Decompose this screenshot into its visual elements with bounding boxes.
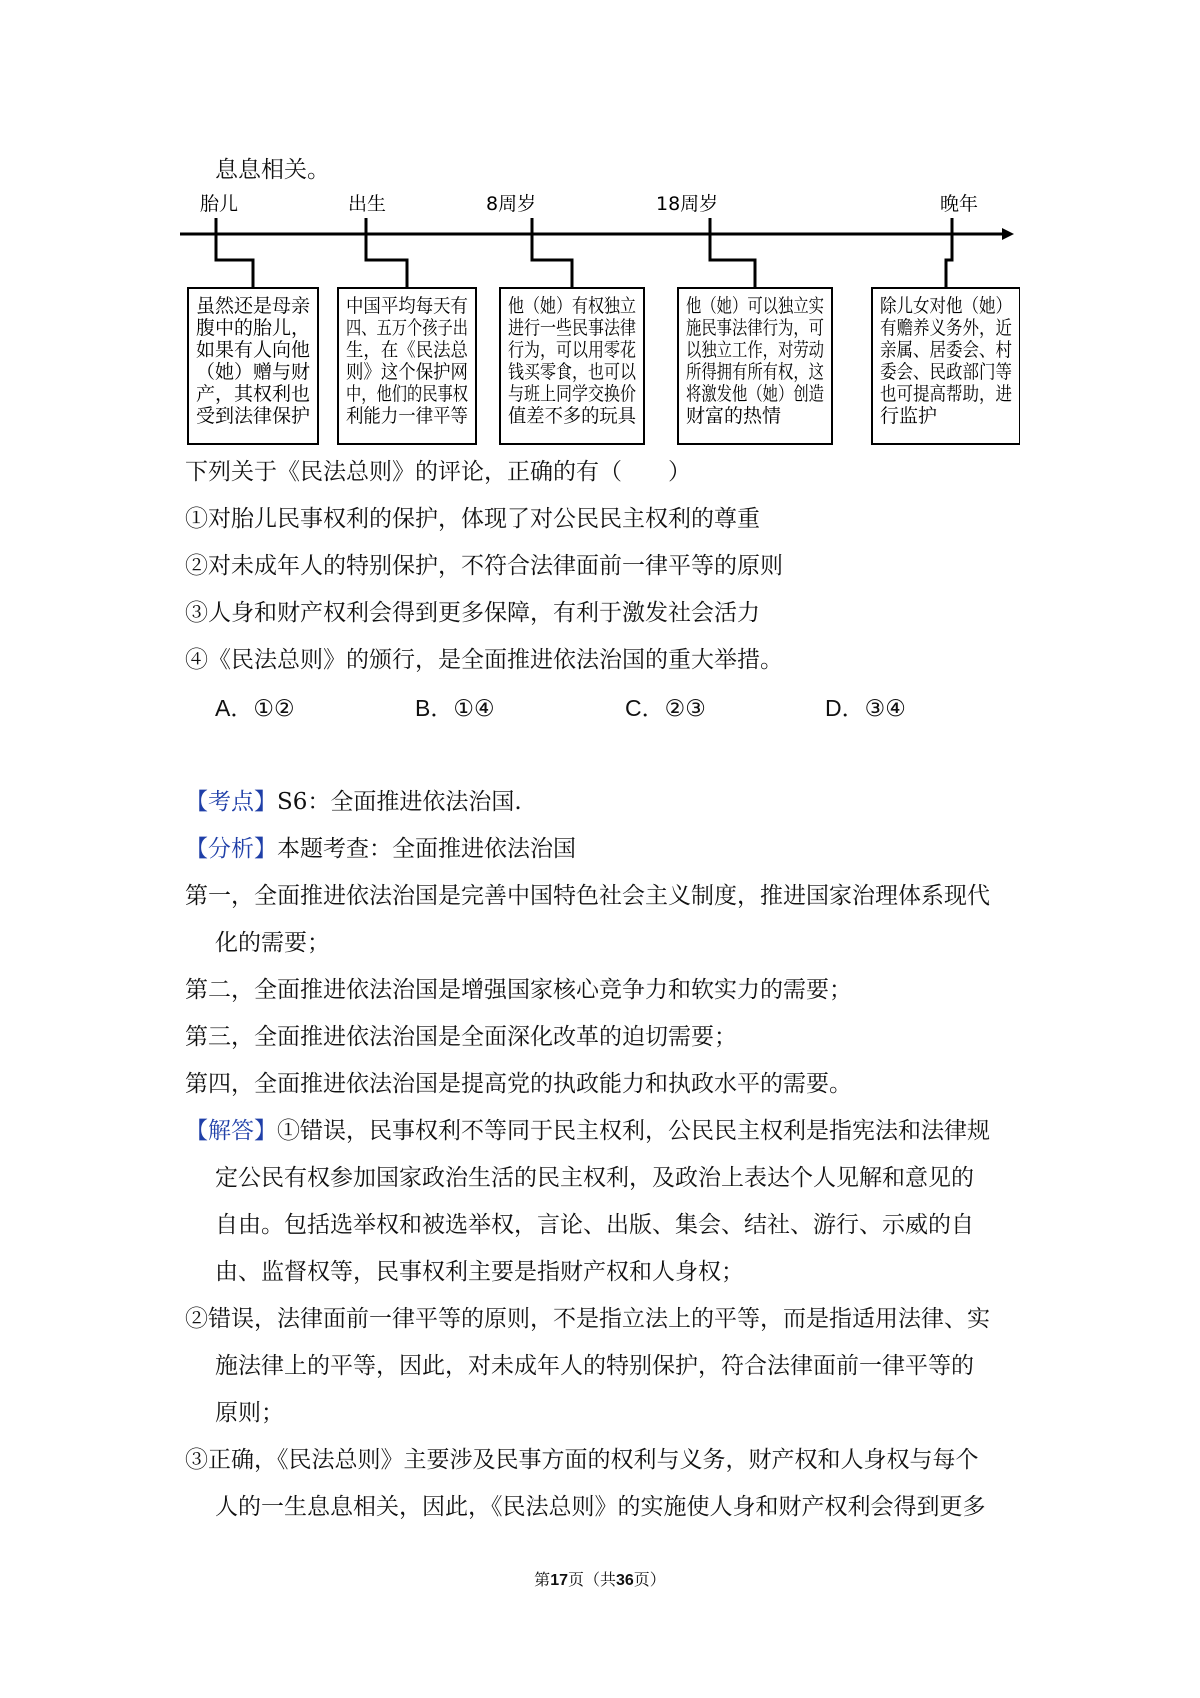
- stage-box-line: 四、五万个孩子出: [346, 317, 468, 339]
- analysis-line-1: 第一，全面推进依法治国是完善中国特色社会主义制度，推进国家治理体系现代: [185, 883, 990, 909]
- stage-box-line: 将激发他（她）创造: [686, 383, 824, 405]
- answer-line-3: 由、监督权等，民事权利主要是指财产权和人身权；: [215, 1259, 744, 1285]
- footer-post: 页）: [633, 1570, 666, 1589]
- option-d: D．③④: [825, 695, 906, 721]
- stage-box-line: 中，他们的民事权: [346, 383, 468, 405]
- stage-box-line: 与班上同学交换价: [508, 383, 636, 405]
- kaodian-line: [185, 787, 522, 817]
- analysis-line-3: 第二，全面推进依法治国是增强国家核心竞争力和软实力的需要；: [185, 977, 852, 1003]
- stage-box-line: 行为，可以用零花: [508, 339, 636, 361]
- question-text: 下列关于《民法总则》的评论，正确的有（ ）: [185, 459, 691, 485]
- stage-box-line: 他（她）有权独立: [508, 295, 636, 317]
- option-a: A．①②: [215, 695, 295, 721]
- fenxi-line: [185, 834, 576, 864]
- answer-line-1: 定公民有权参加国家政治生活的民主权利，及政治上表达个人见解和意见的: [215, 1165, 974, 1191]
- life-timeline: [180, 190, 1020, 450]
- answer-line-4: ②错误，法律面前一律平等的原则，不是指立法上的平等，而是指适用法律、实: [185, 1306, 990, 1332]
- stage-box-line: 所得拥有所有权，这: [686, 361, 824, 383]
- stage-box-line: 利能力一律平等: [346, 405, 468, 427]
- stage-box-line: 他（她）可以独立实: [686, 295, 824, 317]
- stage-box-line: 钱买零食，也可以: [508, 361, 637, 383]
- answer-line-5: 施法律上的平等，因此，对未成年人的特别保护，符合法律面前一律平等的: [215, 1353, 974, 1379]
- stage-connector: [946, 218, 952, 288]
- stage-box-line: 行监护: [880, 405, 938, 427]
- stage-box-line: 产，其权利也: [196, 383, 311, 405]
- statement-4: ④《民法总则》的颁行，是全面推进依法治国的重大举措。: [185, 647, 783, 673]
- stage-label: 出生: [348, 193, 387, 215]
- stage-connector: [216, 218, 253, 288]
- kaodian-text: S6：全面推进依法治国.: [277, 789, 522, 815]
- option-c: C．②③: [625, 695, 706, 721]
- stage-box-line: 施民事法律行为，可: [686, 317, 824, 339]
- stage-box-line: 财富的热情: [686, 405, 782, 427]
- analysis-line-4: 第三，全面推进依法治国是全面深化改革的迫切需要；: [185, 1024, 737, 1050]
- kaodian-tag: 【考点】: [185, 789, 277, 815]
- stage-box-line: 则》这个保护网: [346, 361, 468, 383]
- stage-connector: [532, 218, 572, 288]
- statement-2: ②对未成年人的特别保护，不符合法律面前一律平等的原则: [185, 553, 783, 579]
- statement-3: ③人身和财产权利会得到更多保障，有利于激发社会活力: [185, 600, 760, 626]
- stage-box-line: 生，在《民法总: [346, 339, 469, 361]
- stage-box-line: 亲属、居委会、村: [880, 339, 1012, 361]
- fenxi-text: 本题考查：全面推进依法治国: [277, 836, 576, 862]
- footer-total: 36: [616, 1572, 634, 1589]
- stage-box-line: 委会、民政部门等: [880, 361, 1012, 383]
- fenxi-tag: 【分析】: [185, 836, 277, 862]
- stage-connector: [366, 218, 407, 288]
- answer-line-6: 原则；: [215, 1400, 284, 1426]
- stage-box-line: 如果有人向他: [196, 339, 311, 361]
- answer-line-7: ③正确，《民法总则》主要涉及民事方面的权利与义务，财产权和人身权与每个: [185, 1447, 979, 1473]
- page-footer: [0, 1567, 1200, 1590]
- stage-box-line: （她）赠与财: [196, 361, 311, 383]
- stage-connector: [710, 218, 755, 288]
- analysis-line-5: 第四，全面推进依法治国是提高党的执政能力和执政水平的需要。: [185, 1071, 852, 1097]
- stage-label: 8周岁: [486, 193, 537, 215]
- stage-label: 18周岁: [656, 193, 719, 215]
- stage-box-line: 也可提高帮助，进: [880, 383, 1012, 405]
- timeline-arrow: [1002, 228, 1014, 240]
- option-b: B．①④: [415, 695, 495, 721]
- jieda-first: ①错误，民事权利不等同于民主权利，公民民主权利是指宪法和法律规: [277, 1118, 990, 1144]
- analysis-line-2: 化的需要；: [215, 930, 330, 956]
- stage-box-line: 以独立工作，对劳动: [686, 339, 824, 361]
- stage-box-line: 除儿女对他（她）: [880, 295, 1012, 317]
- stage-box-line: 值差不多的玩具: [508, 405, 637, 427]
- jieda-tag: 【解答】: [185, 1118, 277, 1144]
- statement-1: ①对胎儿民事权利的保护，体现了对公民民主权利的尊重: [185, 506, 760, 532]
- stage-label: 胎儿: [200, 193, 239, 215]
- answer-line-2: 自由。包括选举权和被选举权，言论、出版、集会、结社、游行、示威的自: [215, 1212, 974, 1238]
- top-line: 息息相关。: [215, 157, 330, 183]
- stage-box-line: 有赡养义务外，近: [880, 317, 1012, 339]
- stage-box-line: 中国平均每天有: [346, 295, 468, 317]
- footer-mid: 页（共: [567, 1570, 616, 1589]
- stage-box-line: 受到法律保护: [196, 405, 311, 427]
- stage-box-line: 进行一些民事法律: [508, 317, 636, 339]
- footer-pre: 第: [534, 1570, 551, 1589]
- answer-line-8: 人的一生息息相关，因此，《民法总则》的实施使人身和财产权利会得到更多: [215, 1494, 986, 1520]
- footer-page: 17: [550, 1572, 568, 1589]
- stage-label: 晚年: [940, 193, 979, 215]
- jieda-line: [185, 1116, 990, 1146]
- stage-box-line: 虽然还是母亲: [196, 295, 311, 317]
- stage-box-line: 腹中的胎儿，: [196, 317, 311, 339]
